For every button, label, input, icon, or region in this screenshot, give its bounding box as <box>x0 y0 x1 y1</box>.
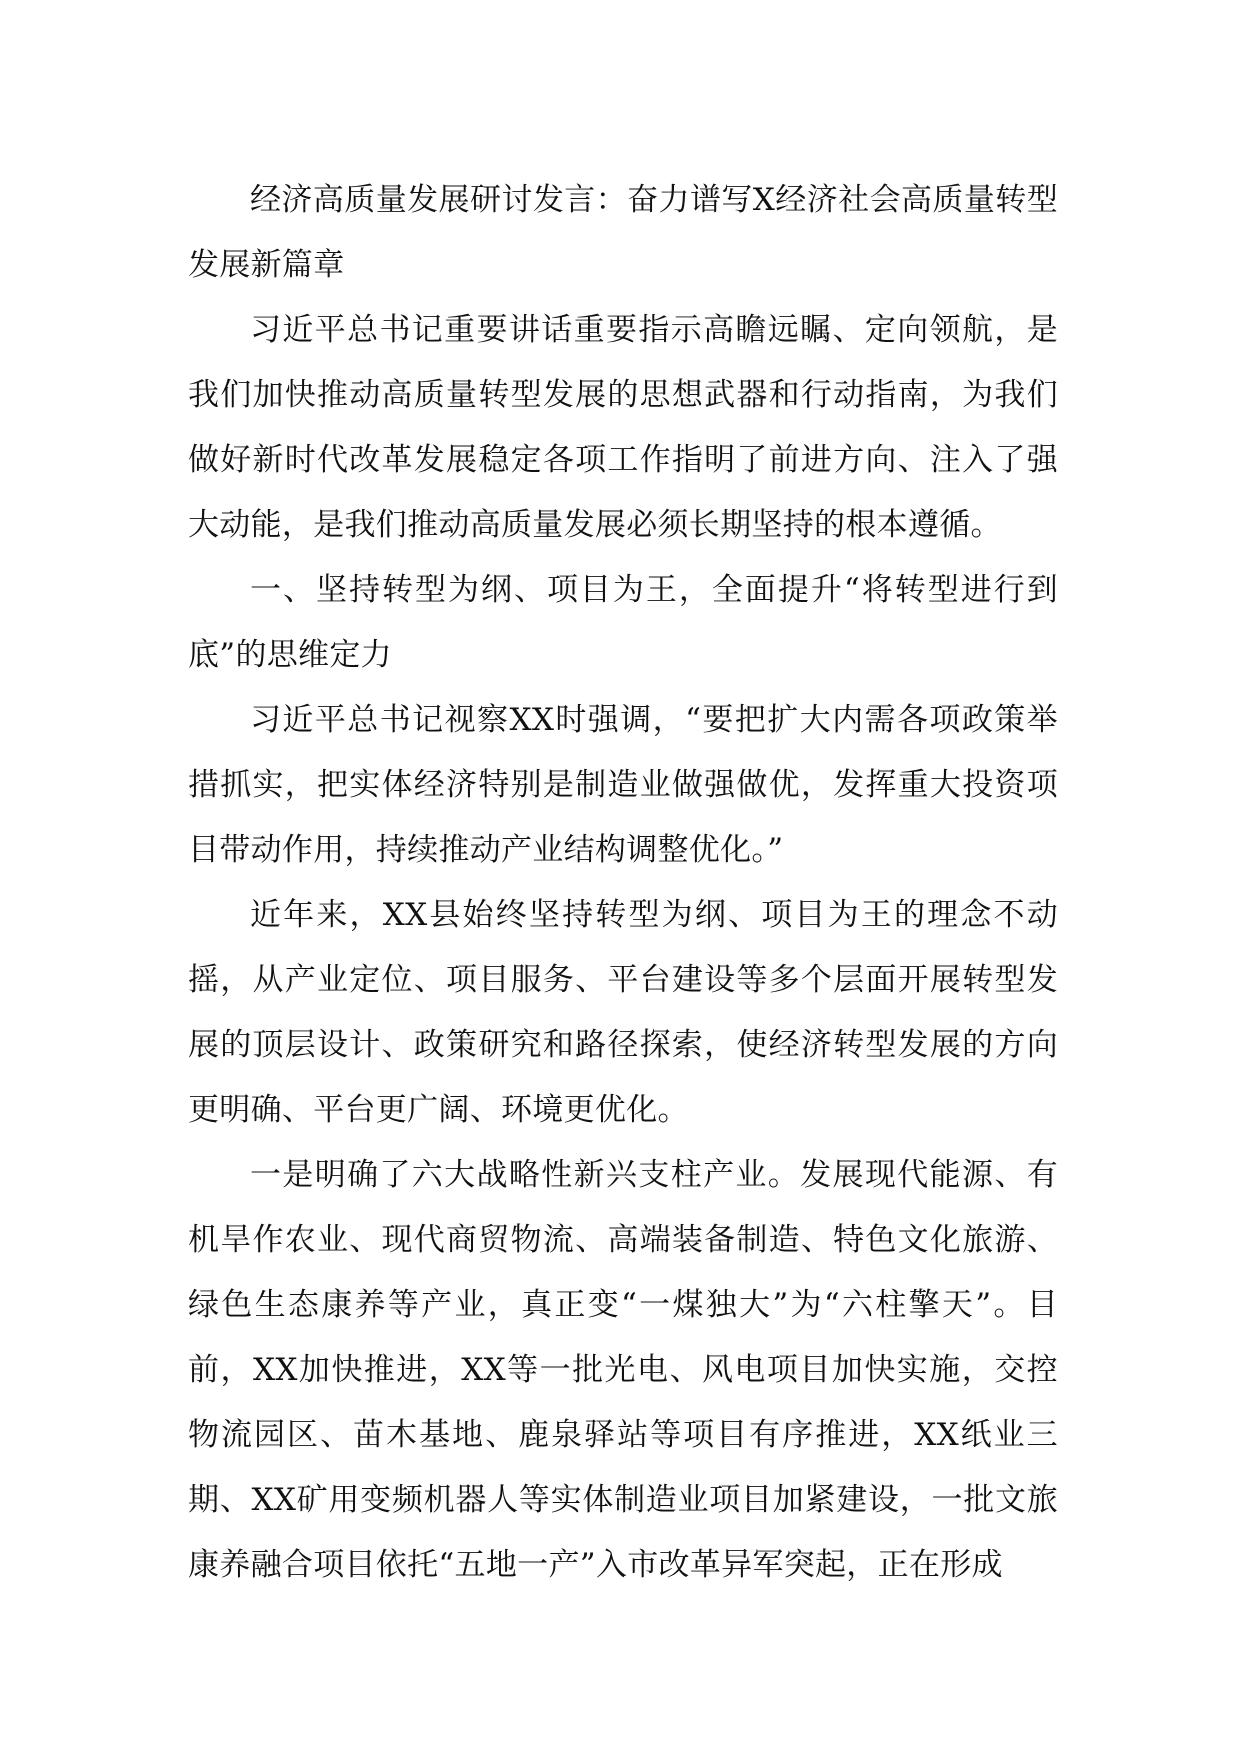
document-title: 经济高质量发展研讨发言：奋力谱写X经济社会高质量转型发展新篇章 <box>188 182 1058 283</box>
paragraph-recent-years: 近年来，XX县始终坚持转型为纲、项目为王的理念不动摇，从产业定位、项目服务、平台建设等多个层面开展转型发展的顶层设计、政策研究和路径探索，使经济转型发展的方向更明确、平台更广阔、环境更优化。 <box>188 897 1058 1128</box>
document-body <box>188 168 1058 1598</box>
paragraph-quote: 习近平总书记视察XX时强调，“要把扩大内需各项政策举措抓实，把实体经济特别是制造业做强做优，发挥重大投资项目带动作用，持续推动产业结构调整优化。” <box>188 702 1058 868</box>
paragraph-intro: 习近平总书记重要讲话重要指示高瞻远瞩、定向领航，是我们加快推动高质量转型发展的思想武器和行动指南，为我们做好新时代改革发展稳定各项工作指明了前进方向、注入了强大动能，是我们推动高质量发展必须长期坚持的根本遵循。 <box>188 312 1058 543</box>
section-heading-1: 一、坚持转型为纲、项目为王，全面提升“将转型进行到底”的思维定力 <box>188 572 1058 673</box>
paragraph-six-industries: 一是明确了六大战略性新兴支柱产业。发展现代能源、有机旱作农业、现代商贸物流、高端装备制造、特色文化旅游、绿色生态康养等产业，真正变“一煤独大”为“六柱擎天”。目前，XX加快推进，XX等一批光电、风电项目加快实施，交控物流园区、苗木基地、鹿泉驿站等项目有序推进，XX纸业三期、XX矿用变频机器人等实体制造业项目加紧建设，一批文旅康养融合项目依托“五地一产”入市改革异军突起，正在形成 <box>188 1157 1058 1583</box>
